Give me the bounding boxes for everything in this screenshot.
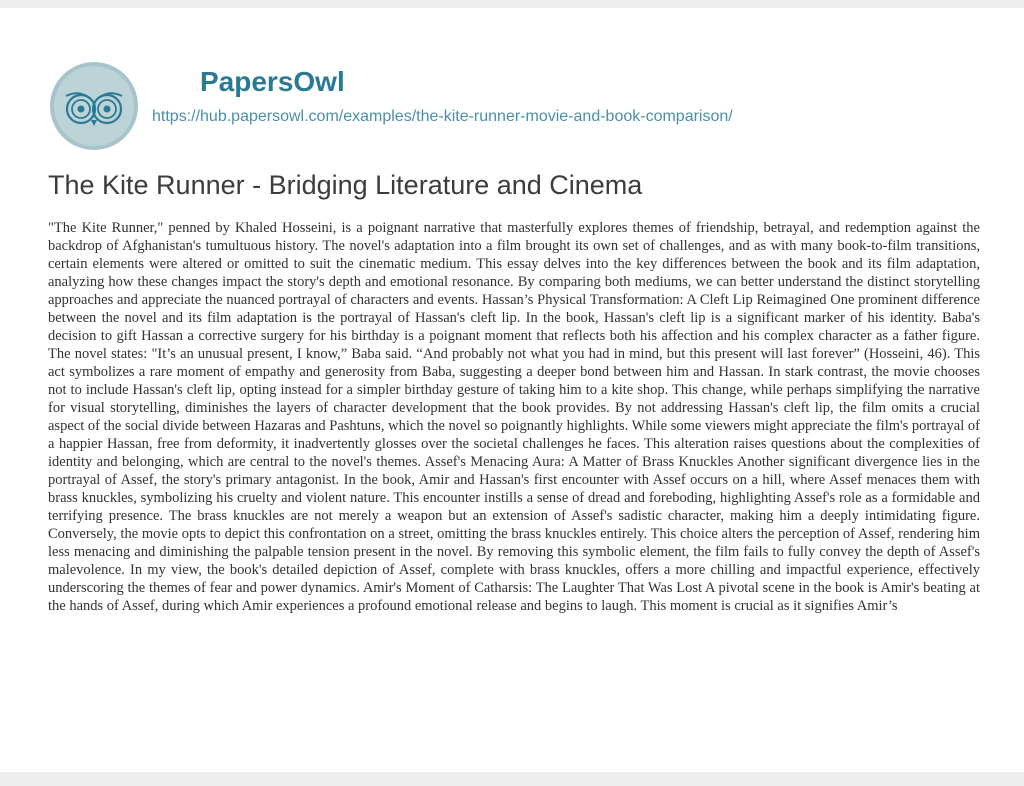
owl-logo-icon <box>48 60 140 152</box>
brand-name: PapersOwl <box>200 66 345 97</box>
header <box>48 60 988 160</box>
essay-body-text: "The Kite Runner," penned by Khaled Hosseini, is a poignant narrative that masterfully explores themes of friendship, betrayal, and redemption against the backdrop of Afghanistan's tumultuous history. The novel's adaptation into a film brought its own set of challenges, and as with many book-to-film transitions, certain elements were altered or omitted to suit the cinematic medium. This essay delves into the key differences between the book and its film adaptation, analyzing how these changes impact the story's depth and emotional resonance. By comparing both mediums, we can better understand the distinct storytelling approaches and appreciate the nuanced portrayal of characters and events. Hassan’s Physical Transformation: A Cleft Lip Reimagined One prominent difference between the novel and its film adaptation is the portrayal of Hassan's cleft lip. In the book, Hassan's cleft lip is a significant marker of his identity. Baba's decision to gift Hassan a corrective surgery for his birthday is a poignant moment that reflects both his affection and his complex character as a father figure. The novel states: "It’s an unusual present, I know,” Baba said. “And probably not what you had in mind, but this present will last forever” (Hosseini, 46). This act symbolizes a rare moment of empathy and generosity from Baba, suggesting a deeper bond between him and Hassan. In stark contrast, the movie chooses not to include Hassan's cleft lip, opting instead for a simpler birthday gesture of taking him to a kite shop. This change, while perhaps simplifying the narrative for visual storytelling, diminishes the layers of character development that the book provides. By not addressing Hassan's cleft lip, the film omits a crucial aspect of the social divide between Hazaras and Pashtuns, which the novel so poignantly highlights. While some viewers might appreciate the film's portrayal of a happier Hassan, free from deformity, it inadvertently glosses over the societal challenges he faces. This alteration raises questions about the complexities of identity and belonging, which are central to the novel's themes. Assef's Menacing Aura: A Matter of Brass Knuckles Another significant divergence lies in the portrayal of Assef, the story's primary antagonist. In the book, Amir and Hassan's first encounter with Assef occurs on a hill, where Assef menaces them with brass knuckles, symbolizing his cruelty and violent nature. This encounter instills a sense of dread and foreboding, highlighting Assef's role as a formidable and terrifying presence. The brass knuckles are not merely a weapon but an extension of Assef's sadistic character, making him a deeply intimidating figure. Conversely, the movie opts to depict this confrontation on a street, omitting the brass knuckles entirely. This choice alters the perception of Assef, rendering him less menacing and diminishing the palpable tension present in the novel. By removing this symbolic element, the film fails to fully convey the depth of Assef's malevolence. In my view, the book's detailed depiction of Assef, complete with brass knuckles, offers a more chilling and impactful experience, effectively underscoring the themes of fear and power dynamics. Amir's Moment of Catharsis: The Laughter That Was Lost A pivotal scene in the book is Amir's beating at the hands of Assef, during which Amir experiences a profound emotional release and begins to laugh. This moment is crucial as it signifies Amir’s <box>48 220 980 614</box>
essay-title: The Kite Runner - Bridging Literature and Cinema <box>48 170 643 200</box>
top-edge-bar <box>0 0 1024 8</box>
bottom-edge-bar <box>0 772 1024 786</box>
source-url-link[interactable]: https://hub.papersowl.com/examples/the-kite-runner-movie-and-book-comparison/ <box>152 108 733 125</box>
